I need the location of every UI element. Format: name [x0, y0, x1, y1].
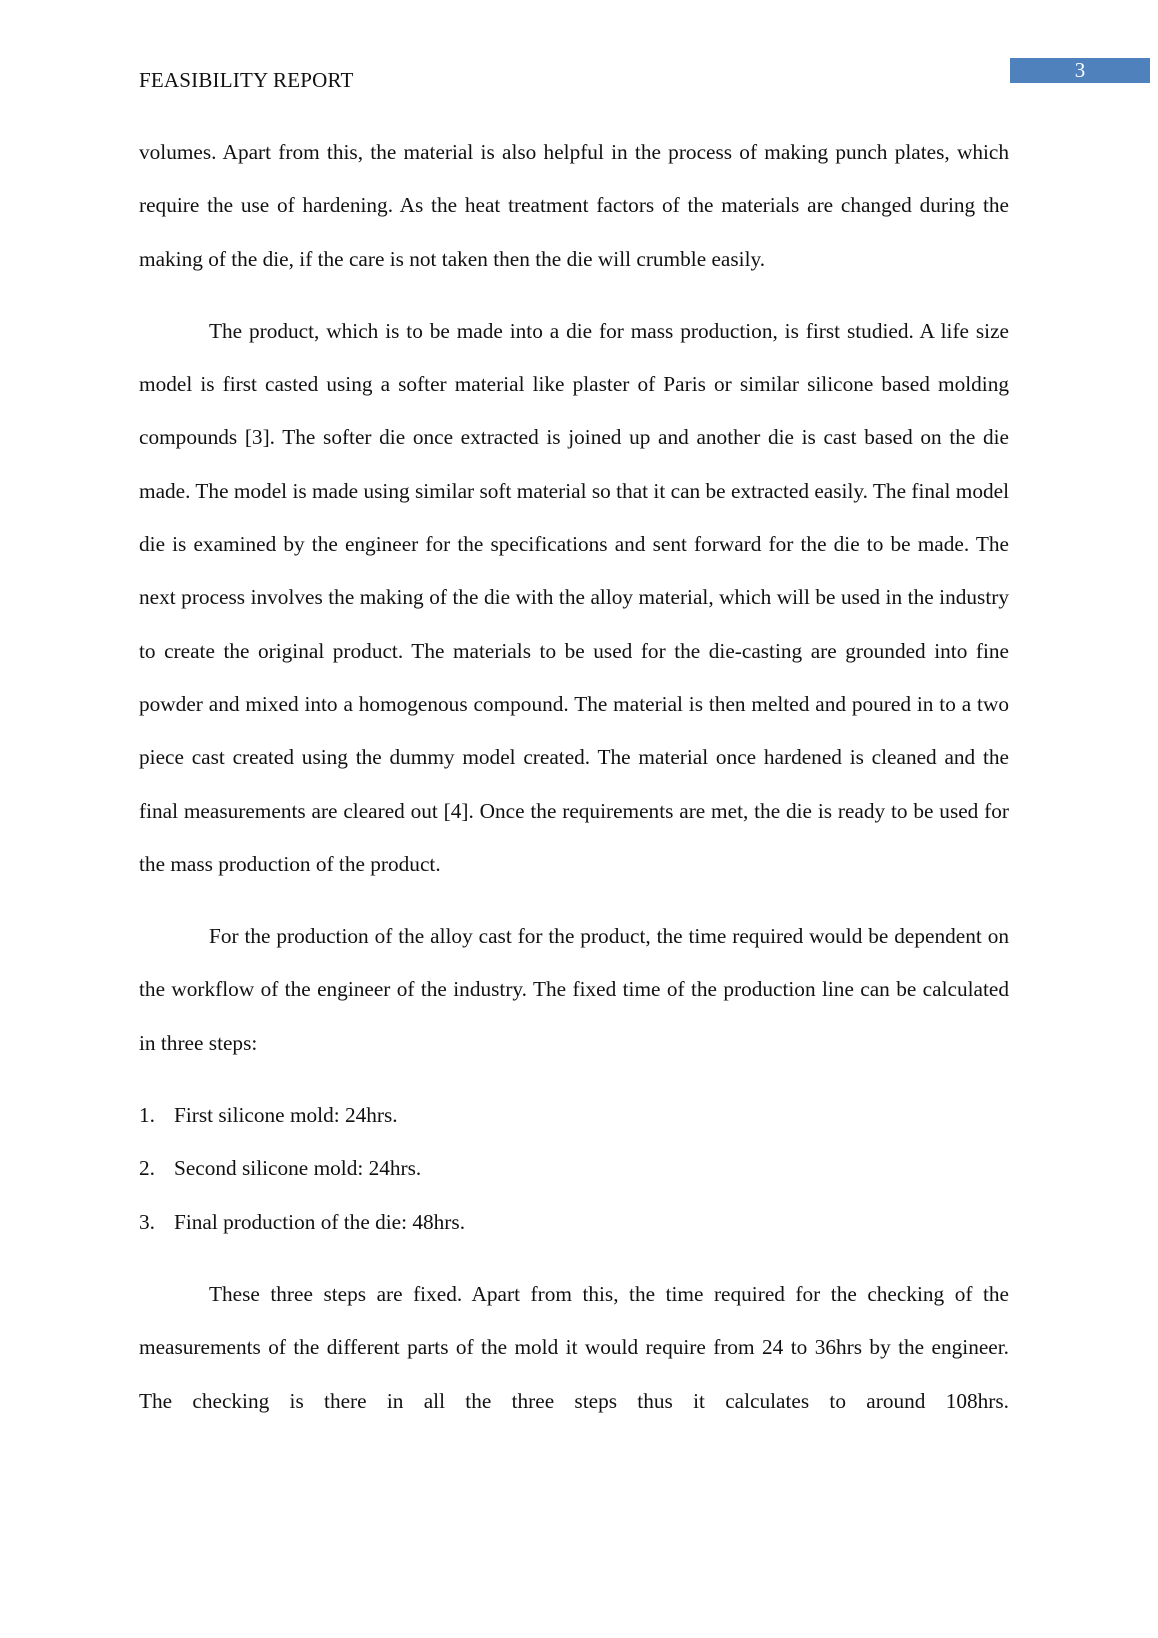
paragraph-1: volumes. Apart from this, the material is also helpful in the process of making punch plates, which require the use of hardening. As the heat treatment factors of the materials are changed during the making of the die, if the care is not taken then the die will crumble easily.	[139, 140, 1009, 271]
list-item	[139, 1142, 1009, 1195]
paragraph-3: For the production of the alloy cast for the product, the time required would be dependent on the workflow of the engineer of the industry. The fixed time of the production line can be calculated in three steps:	[139, 924, 1009, 1055]
list-item-text: First silicone mold: 24hrs.	[174, 1103, 398, 1128]
list-item-number: 1.	[139, 1103, 155, 1128]
list-item-number: 2.	[139, 1156, 155, 1181]
paragraph-2: The product, which is to be made into a die for mass production, is first studied. A life size model is first casted using a softer material like plaster of Paris or similar silicone based molding compounds [3]. The softer die once extracted is joined up and another die is cast based on the die made. The model is made using similar soft material so that it can be extracted easily. The final model die is examined by the engineer for the specifications and sent forward for the die to be made. The next process involves the making of the die with the alloy material, which will be used in the industry to create the original product. The materials to be used for the die-casting are grounded into fine powder and mixed into a homogenous compound. The material is then melted and poured in to a two piece cast created using the dummy model created. The material once hardened is cleaned and the final measurements are cleared out [4]. Once the requirements are met, the die is ready to be used for the mass production of the product.	[139, 318, 1009, 876]
list-item	[139, 1196, 1009, 1249]
page-number: 3	[1010, 58, 1150, 83]
paragraph-4: These three steps are fixed. Apart from this, the time required for the checking of the measurements of the different parts of the mold it would require from 24 to 36hrs by the engineer. The checking is there in all the three steps thus it calculates to around 108hrs.	[139, 1281, 1009, 1413]
steps-list	[139, 1089, 1009, 1249]
list-item-number: 3.	[139, 1209, 155, 1234]
list-item-text: Final production of the die: 48hrs.	[174, 1209, 466, 1234]
document-body	[139, 126, 1009, 1428]
running-head: FEASIBILITY REPORT	[139, 68, 354, 92]
list-item-text: Second silicone mold: 24hrs.	[174, 1156, 422, 1181]
list-item	[139, 1089, 1009, 1142]
